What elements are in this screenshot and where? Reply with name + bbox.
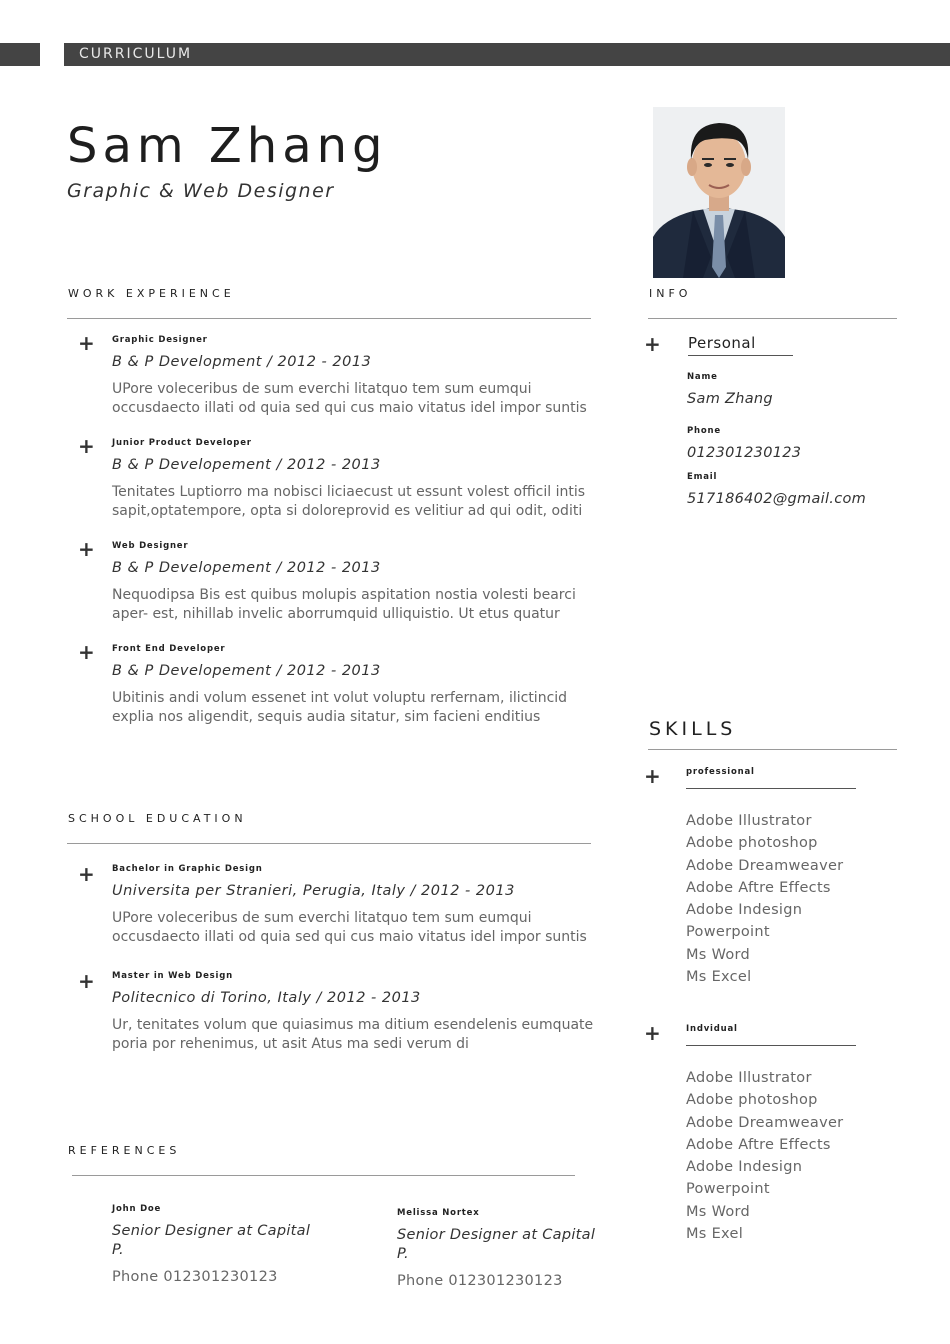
skill-item: Powerpoint [686,924,770,941]
education-item-description: UPore voleceribus de sum everchi litatquo tem sum eumqui occusdaecto illati od quia sed qui cus maio vitatus idel impor suntis [112,910,587,945]
skills-divider [648,749,897,750]
info-name-label: Name [687,372,718,382]
profile-photo-image [653,107,785,278]
education-item-title: Master in Web Design [112,971,233,981]
skill-item: Adobe photoshop [686,835,818,852]
info-email-label: Email [687,472,718,482]
plus-icon: + [78,969,95,993]
reference-name: Melissa Nortex [397,1208,480,1218]
plus-icon: + [78,640,95,664]
plus-icon: + [78,434,95,458]
skill-item: Adobe Illustrator [686,1070,812,1086]
skill-item: Ms Exel [686,1226,744,1243]
skills-heading: SKILLS [649,718,737,740]
skill-item: Adobe photoshop [686,1092,818,1109]
skill-item: Ms Word [686,946,751,963]
work-item-title: Graphic Designer [112,335,208,345]
education-item-title: Bachelor in Graphic Design [112,864,263,874]
work-item-subtitle: B & P Developement / 2012 - 2013 [112,560,381,576]
skill-item: Adobe Illustrator [686,813,812,829]
work-item-subtitle: B & P Developement / 2012 - 2013 [112,457,381,473]
reference-role: Senior Designer at Capital P. [112,1223,311,1258]
work-item-title: Junior Product Developer [112,438,252,448]
reference-name: John Doe [112,1204,162,1214]
work-item-subtitle: B & P Developement / 2012 - 2013 [112,663,381,679]
reference-phone: Phone 012301230123 [112,1269,278,1285]
skill-item: Adobe Indesign [686,1159,803,1176]
skill-item: Adobe Aftre Effects [686,879,831,896]
work-item-subtitle: B & P Development / 2012 - 2013 [112,354,372,370]
info-email-value: 517186402@gmail.com [687,491,867,507]
header-bar-accent [0,43,40,66]
education-divider [67,843,591,844]
skill-item: Adobe Dreamweaver [686,1114,844,1131]
skill-list-professional [686,810,843,988]
info-divider [648,318,897,319]
plus-icon: + [78,862,95,886]
skill-item: Adobe Dreamweaver [686,857,844,874]
info-phone-label: Phone [687,426,721,436]
info-group-underline [688,355,793,356]
skill-item: Powerpoint [686,1181,770,1198]
work-item-description: Ubitinis andi volum essenet int volut voluptu rerfernam, ilictincid explia nos aligendit, sequis audia sitatur, sim facieni enditius [112,690,568,725]
info-heading: INFO [649,287,692,300]
skill-item: Ms Word [686,1203,751,1220]
education-item-subtitle: Politecnico di Torino, Italy / 2012 - 2013 [112,990,421,1006]
skill-list-individual [686,1067,843,1245]
skill-group-title: Indvidual [686,1024,738,1034]
education-item-subtitle: Universita per Stranieri, Perugia, Italy / 2012 - 2013 [112,883,515,899]
work-item-description: UPore voleceribus de sum everchi litatquo tem sum eumqui occusdaecto illati od quia sed qui cus maio vitatus idel impor suntis [112,381,587,416]
reference-phone: Phone 012301230123 [397,1273,563,1289]
info-group-title: Personal [688,334,756,352]
plus-icon: + [78,331,95,355]
education-item-description: Ur, tenitates volum que quiasimus ma ditium esendelenis eumquate poria por rehenimus, ut asit Atus ma sedi verum di [112,1017,594,1052]
skill-group-title: professional [686,767,755,777]
info-name-value: Sam Zhang [687,391,773,407]
info-phone-value: 012301230123 [687,445,802,461]
skill-group-underline [686,788,856,789]
reference-role: Senior Designer at Capital P. [397,1227,596,1262]
work-item-description: Tenitates Luptiorro ma nobisci liciaecust ut essunt volest officil intis sapit,optatempore, opta si doloreprovid es velitiur ad qui odit, oditi [112,484,586,519]
work-experience-heading: WORK EXPERIENCE [68,287,235,300]
skill-item: Ms Excel [686,969,752,986]
work-item-description: Nequodipsa Bis est quibus molupis aspitation nostia volesti bearci aper- est, nihillab invelic aborrumquid ulliquistio. Ut etus quatur [112,587,576,622]
references-heading: REFERENCES [68,1144,181,1157]
profile-photo [653,107,785,278]
plus-icon: + [644,332,661,356]
skill-item: Adobe Indesign [686,902,803,919]
work-divider [67,318,591,319]
plus-icon: + [644,1021,661,1045]
skill-group-underline [686,1045,856,1046]
education-heading: SCHOOL EDUCATION [68,812,247,825]
work-item-title: Front End Developer [112,644,226,654]
header-bar [64,43,950,66]
header-bar-label: CURRICULUM [79,46,193,62]
skill-item: Adobe Aftre Effects [686,1136,831,1153]
candidate-name: Sam Zhang [67,118,388,174]
plus-icon: + [644,764,661,788]
work-item-title: Web Designer [112,541,189,551]
plus-icon: + [78,537,95,561]
references-divider [72,1175,575,1176]
candidate-title: Graphic & Web Designer [67,180,335,202]
